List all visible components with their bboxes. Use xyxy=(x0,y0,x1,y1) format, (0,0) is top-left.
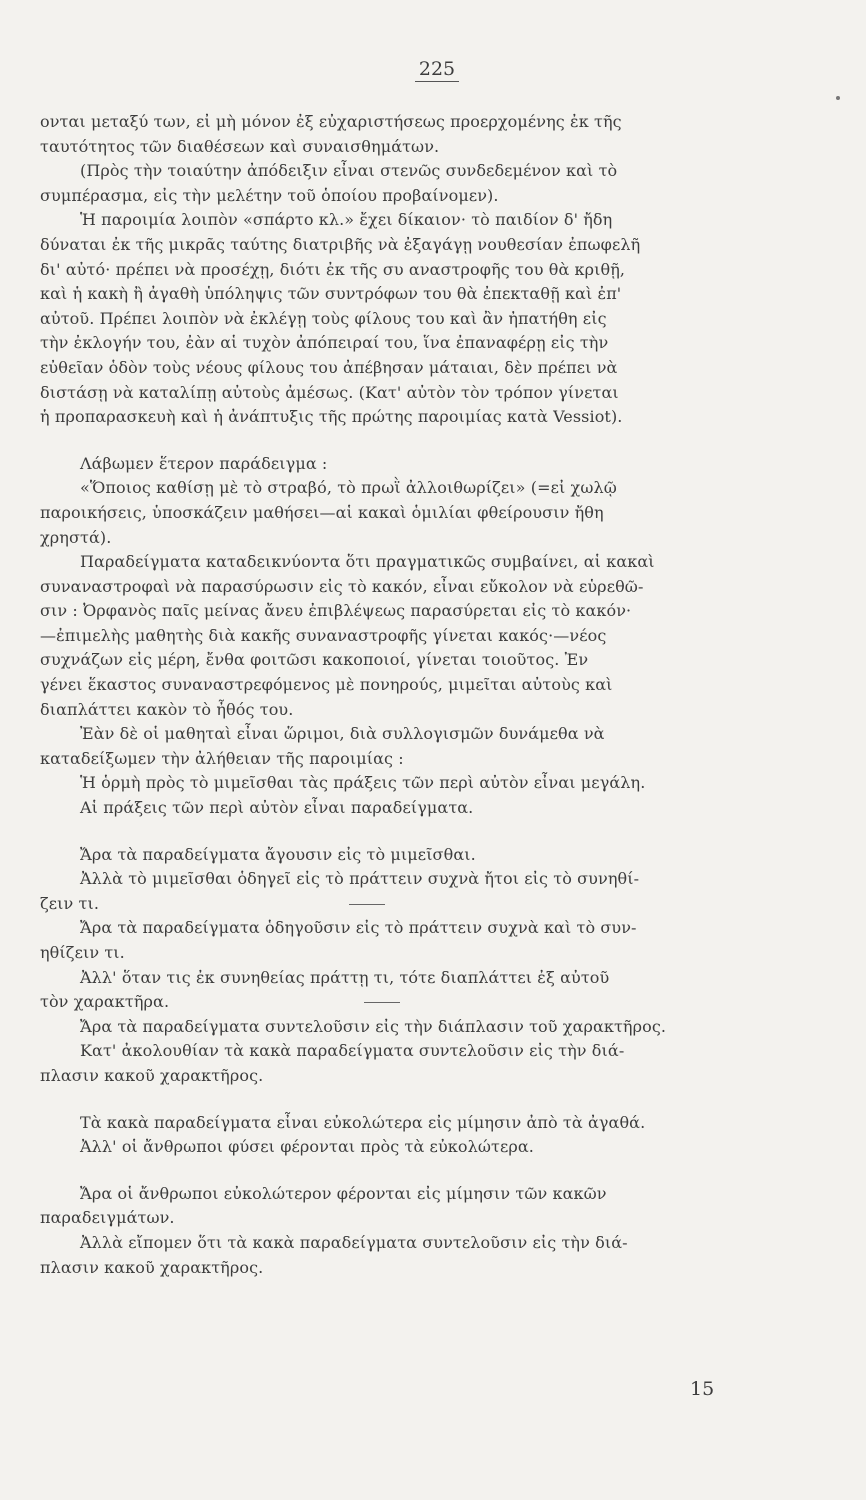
text-line: Ἄρα τὰ παραδείγματα ὁδηγοῦσιν εἰς τὸ πράττειν συχνὰ καὶ τὸ συν- xyxy=(80,918,637,938)
text-line: διαπλάττει κακὸν τὸ ἦθός του. xyxy=(40,699,294,719)
text-line: καὶ ἡ κακὴ ἢ ἀγαθὴ ὑπόληψις τῶν συντρόφων του θὰ ἐπεκταθῇ καὶ ἐπ' xyxy=(40,284,622,304)
text-line: συναναστροφαὶ νὰ παρασύρωσιν εἰς τὸ κακόν, εἶναι εὔκολον νὰ εὑρεθῶ- xyxy=(40,576,644,596)
spacer xyxy=(40,1160,790,1182)
text-line: Ἀλλ' ὅταν τις ἐκ συνηθείας πράττῃ τι, τότε διαπλάττει ἐξ αὐτοῦ xyxy=(80,967,610,987)
text-line: πλασιν κακοῦ χαρακτῆρος. xyxy=(40,1257,264,1277)
text-line: καταδείξωμεν τὴν ἀλήθειαν τῆς παροιμίας : xyxy=(40,748,404,768)
text-line xyxy=(40,892,790,917)
syllogism-3 xyxy=(40,1182,790,1280)
text-line: συχνάζων εἰς μέρη, ἔνθα φοιτῶσι κακοποιοί, γίνεται τοιοῦτος. Ἐν xyxy=(40,650,589,670)
text-line: Λάβωμεν ἕτερον παράδειγμα : xyxy=(80,453,328,473)
syllogism-1 xyxy=(40,843,790,1089)
text-line: γένει ἕκαστος συναναστρεφόμενος μὲ πονηρούς, μιμεῖται αὐτοὺς καὶ xyxy=(40,675,613,695)
text-line: Ἡ παροιμία λοιπὸν «σπάρτο κλ.» ἔχει δίκαιον· τὸ παιδίον δ' ἤδη xyxy=(80,210,613,230)
paragraph-1 xyxy=(40,110,790,159)
text-line: χρηστά). xyxy=(40,527,112,547)
text-line: αὐτοῦ. Πρέπει λοιπὸν νὰ ἐκλέγῃ τοὺς φίλους του καὶ ἂν ἠπατήθη εἰς xyxy=(40,308,607,328)
text-line: ηθίζειν τι. xyxy=(40,943,125,962)
text-line: εὐθεῖαν ὁδὸν τοὺς νέους φίλους του ἀπέβησαν μάταιαι, δὲν πρέπει νὰ xyxy=(40,357,618,377)
text-line: Αἱ πράξεις τῶν περὶ αὐτὸν εἶναι παραδείγματα. xyxy=(80,798,474,818)
paragraph-6 xyxy=(40,722,790,820)
text-line: ἡ προπαρασκευὴ καὶ ἡ ἀνάπτυξις τῆς πρώτης παροιμίας κατὰ Vessiot). xyxy=(40,407,623,427)
text-line: «Ὅποιος καθίσῃ μὲ τὸ στραβό, τὸ πρωῒ ἀλλοιθωρίζει» (=εἰ χωλῷ xyxy=(80,478,617,498)
text-line: ταυτότητος τῶν διαθέσεων καὶ συναισθημάτων. xyxy=(40,136,440,156)
text-line: Ἡ ὁρμὴ πρὸς τὸ μιμεῖσθαι τὰς πράξεις τῶν περὶ αὐτὸν εἶναι μεγάλη. xyxy=(80,773,646,793)
page-header xyxy=(0,58,866,82)
text-line: Ἄρα οἱ ἄνθρωποι εὐκολώτερον φέρονται εἰς μίμησιν τῶν κακῶν xyxy=(80,1183,607,1203)
spacer xyxy=(40,821,790,843)
text-line-content: τὸν χαρακτῆρα. xyxy=(40,992,170,1012)
paragraph-2 xyxy=(40,159,790,208)
text-line: Ἀλλ' οἱ ἄνθρωποι φύσει φέρονται πρὸς τὰ εὐκολώτερα. xyxy=(80,1137,534,1157)
text-line: Ἀλλὰ εἴπομεν ὅτι τὰ κακὰ παραδείγματα συντελοῦσιν εἰς τὴν διά- xyxy=(80,1232,628,1252)
text-line: παροικήσεις, ὑποσκάζειν μαθήσει—αἱ κακαὶ ὁμιλίαι φθείρουσιν ἤθη xyxy=(40,502,604,522)
text-line: διστάσῃ νὰ καταλίπῃ αὐτοὺς ἀμέσως. (Κατ' αὐτὸν τὸν τρόπον γίνεται xyxy=(40,382,619,402)
syllogism-2 xyxy=(40,1111,790,1160)
text-line: Ἄρα τὰ παραδείγματα ἄγουσιν εἰς τὸ μιμεῖσθαι. xyxy=(80,844,476,864)
text-line: δύναται ἐκ τῆς μικρᾶς ταύτης διατριβῆς νὰ ἐξαγάγῃ νουθεσίαν ἐπωφελῆ xyxy=(40,234,641,254)
text-line: Ἀλλὰ τὸ μιμεῖσθαι ὁδηγεῖ εἰς τὸ πράττειν συχνὰ ἤτοι εἰς τὸ συνηθί- xyxy=(80,869,640,889)
text-line: παραδειγμάτων. xyxy=(40,1208,175,1228)
page-number: 225 xyxy=(415,58,459,82)
text-line: Κατ' ἀκολουθίαν τὰ κακὰ παραδείγματα συντελοῦσιν εἰς τὴν διά- xyxy=(80,1041,625,1061)
signature-mark: 15 xyxy=(690,1378,715,1400)
spacer xyxy=(40,1089,790,1111)
text-line: Παραδείγματα καταδεικνύοντα ὅτι πραγματικῶς συμβαίνει, αἱ κακαὶ xyxy=(80,552,655,572)
text-line xyxy=(40,990,790,1015)
spacer xyxy=(40,430,790,452)
text-line: σιν : Ὀρφανὸς παῖς μείνας ἄνευ ἐπιβλέψεως παρασύρεται εἰς τὸ κακόν· xyxy=(40,601,632,621)
separator-dash xyxy=(364,1002,400,1003)
text-line: συμπέρασμα, εἰς τὴν μελέτην τοῦ ὁποίου προβαίνομεν). xyxy=(40,185,499,205)
text-line: Ἐὰν δὲ οἱ μαθηταὶ εἶναι ὥριμοι, διὰ συλλογισμῶν δυνάμεθα νὰ xyxy=(80,724,605,744)
text-line: Τὰ κακὰ παραδείγματα εἶναι εὐκολώτερα εἰς μίμησιν ἀπὸ τὰ ἀγαθά. xyxy=(80,1112,646,1132)
text-line: πλασιν κακοῦ χαρακτῆρος. xyxy=(40,1065,264,1085)
text-line: —ἐπιμελὴς μαθητὴς διὰ κακῆς συναναστροφῆς γίνεται κακός·—νέος xyxy=(40,625,607,645)
body-text xyxy=(40,110,790,1280)
text-line: ονται μεταξύ των, εἰ μὴ μόνον ἐξ εὐχαριστήσεως προερχομένης ἐκ τῆς xyxy=(40,112,622,131)
paragraph-4 xyxy=(40,452,790,550)
print-mark xyxy=(836,96,840,100)
text-line: Ἄρα τὰ παραδείγματα συντελοῦσιν εἰς τὴν διάπλασιν τοῦ χαρακτῆρος. xyxy=(80,1016,667,1036)
text-line: τὴν ἐκλογήν του, ἐὰν αἱ τυχὸν ἀπόπειραί του, ἵνα ἐπαναφέρῃ εἰς τὴν xyxy=(40,333,609,353)
paragraph-3 xyxy=(40,208,790,429)
text-line: δι' αὐτό· πρέπει νὰ προσέχῃ, διότι ἐκ τῆς συ αναστροφῆς του θὰ κριθῇ, xyxy=(40,259,626,279)
separator-dash xyxy=(349,904,385,905)
text-line-content: ζειν τι. xyxy=(40,893,100,913)
paragraph-5 xyxy=(40,550,790,722)
text-line: (Πρὸς τὴν τοιαύτην ἀπόδειξιν εἶναι στενῶς συνδεδεμένον καὶ τὸ xyxy=(80,161,618,181)
